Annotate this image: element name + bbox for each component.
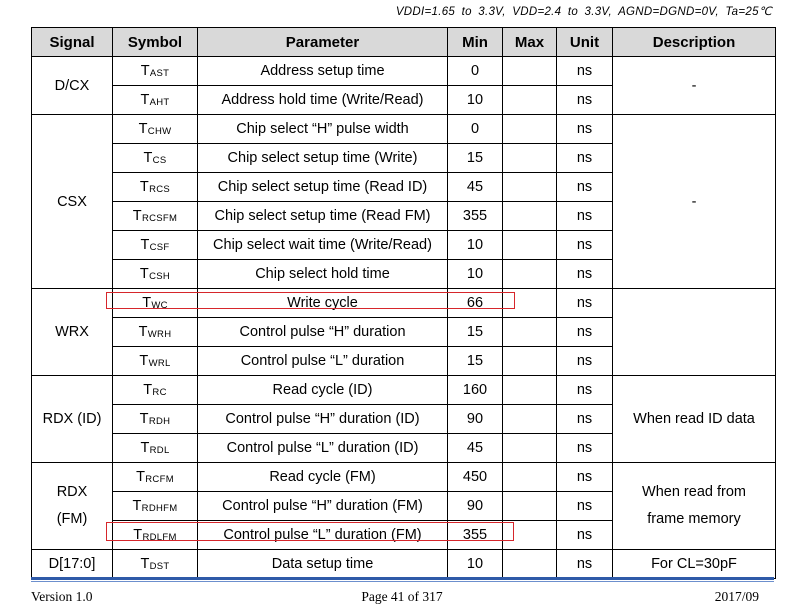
description-cell: - <box>613 115 776 289</box>
min-cell: 0 <box>448 115 503 144</box>
symbol-sub: RCFM <box>145 474 174 485</box>
parameter-cell: Address setup time <box>198 57 448 86</box>
unit-cell: ns <box>557 260 613 289</box>
parameter-cell: Chip select wait time (Write/Read) <box>198 231 448 260</box>
max-cell <box>503 86 557 115</box>
symbol-cell <box>113 463 198 492</box>
max-cell <box>503 231 557 260</box>
symbol-sub: RC <box>152 387 167 398</box>
unit-cell: ns <box>557 115 613 144</box>
table-row <box>32 57 776 86</box>
symbol-main: T <box>140 440 150 456</box>
test-conditions: VDDI=1.65 to 3.3V, VDD=2.4 to 3.3V, AGND=DGND=0V, Ta=25℃ <box>395 6 772 18</box>
table-row <box>32 376 776 405</box>
header-min: Min <box>448 28 503 57</box>
parameter-cell: Chip select setup time (Read ID) <box>198 173 448 202</box>
symbol-sub: RDH <box>148 416 171 427</box>
symbol-cell <box>113 405 198 434</box>
max-cell <box>503 463 557 492</box>
symbol-main: T <box>139 266 150 282</box>
footer-page-number: Page 41 of 317 <box>361 589 443 604</box>
unit-cell: ns <box>557 347 613 376</box>
symbol-main: T <box>132 498 142 514</box>
parameter-cell: Chip select hold time <box>198 260 448 289</box>
symbol-sub: CSF <box>149 242 170 253</box>
max-cell <box>503 376 557 405</box>
unit-cell: ns <box>557 289 613 318</box>
min-cell: 450 <box>448 463 503 492</box>
min-cell: 10 <box>448 550 503 579</box>
signal-cell: WRX <box>32 289 113 376</box>
table-row <box>32 115 776 144</box>
symbol-main: T <box>139 179 150 195</box>
symbol-sub: RDHFM <box>141 503 178 514</box>
table-row <box>32 463 776 492</box>
min-cell: 45 <box>448 173 503 202</box>
symbol-cell <box>113 521 198 550</box>
unit-cell: ns <box>557 202 613 231</box>
footer-rule <box>31 577 774 580</box>
min-cell: 90 <box>448 405 503 434</box>
parameter-cell: Control pulse “H” duration (ID) <box>198 405 448 434</box>
min-cell: 15 <box>448 318 503 347</box>
signal-cell: D[17:0] <box>32 550 113 579</box>
parameter-cell: Read cycle (ID) <box>198 376 448 405</box>
symbol-main: T <box>139 411 149 427</box>
max-cell <box>503 260 557 289</box>
symbol-main: T <box>142 295 152 311</box>
min-cell: 160 <box>448 376 503 405</box>
symbol-cell <box>113 115 198 144</box>
table-row <box>32 289 776 318</box>
parameter-cell: Control pulse “L” duration (FM) <box>198 521 448 550</box>
unit-cell: ns <box>557 57 613 86</box>
parameter-cell: Chip select “H” pulse width <box>198 115 448 144</box>
signal-cell <box>32 463 113 550</box>
max-cell <box>503 521 557 550</box>
symbol-main: T <box>139 353 149 369</box>
symbol-main: T <box>140 237 150 253</box>
symbol-main: T <box>132 208 142 224</box>
symbol-sub: RCS <box>149 184 171 195</box>
symbol-main: T <box>136 469 146 485</box>
description-line2: frame memory <box>647 511 741 527</box>
unit-cell: ns <box>557 173 613 202</box>
table-row <box>32 550 776 579</box>
header-signal: Signal <box>32 28 113 57</box>
symbol-main: T <box>140 556 150 572</box>
unit-cell: ns <box>557 434 613 463</box>
min-cell: 15 <box>448 144 503 173</box>
symbol-cell <box>113 260 198 289</box>
symbol-cell <box>113 347 198 376</box>
unit-cell: ns <box>557 376 613 405</box>
symbol-main: T <box>138 324 148 340</box>
symbol-sub: CHW <box>147 126 172 137</box>
unit-cell: ns <box>557 318 613 347</box>
symbol-sub: WC <box>151 300 168 311</box>
header-max: Max <box>503 28 557 57</box>
header-description: Description <box>613 28 776 57</box>
symbol-sub: AHT <box>149 97 170 108</box>
symbol-cell <box>113 231 198 260</box>
unit-cell: ns <box>557 144 613 173</box>
min-cell: 10 <box>448 260 503 289</box>
max-cell <box>503 115 557 144</box>
header-symbol: Symbol <box>113 28 198 57</box>
parameter-cell: Read cycle (FM) <box>198 463 448 492</box>
parameter-cell: Control pulse “H” duration (FM) <box>198 492 448 521</box>
timing-table <box>31 27 776 579</box>
min-cell: 0 <box>448 57 503 86</box>
symbol-cell <box>113 550 198 579</box>
symbol-main: T <box>140 92 150 108</box>
symbol-cell <box>113 434 198 463</box>
min-cell: 355 <box>448 202 503 231</box>
signal-line2: (FM) <box>56 511 88 527</box>
max-cell <box>503 173 557 202</box>
max-cell <box>503 202 557 231</box>
max-cell <box>503 347 557 376</box>
symbol-main: T <box>138 121 148 137</box>
header-parameter: Parameter <box>198 28 448 57</box>
parameter-cell: Data setup time <box>198 550 448 579</box>
symbol-sub: CSH <box>149 271 171 282</box>
parameter-cell: Address hold time (Write/Read) <box>198 86 448 115</box>
description-cell <box>613 463 776 550</box>
min-cell: 90 <box>448 492 503 521</box>
min-cell: 45 <box>448 434 503 463</box>
signal-cell: RDX (ID) <box>32 376 113 463</box>
unit-cell: ns <box>557 492 613 521</box>
footer-date: 2017/09 <box>714 589 759 604</box>
unit-cell: ns <box>557 405 613 434</box>
symbol-sub: WRL <box>148 358 171 369</box>
description-cell: For CL=30pF <box>613 550 776 579</box>
parameter-cell: Write cycle <box>198 289 448 318</box>
max-cell <box>503 492 557 521</box>
parameter-cell: Chip select setup time (Write) <box>198 144 448 173</box>
min-cell: 10 <box>448 231 503 260</box>
symbol-sub: WRH <box>147 329 172 340</box>
symbol-sub: RDLFM <box>142 532 177 543</box>
footer-version: Version 1.0 <box>31 589 93 604</box>
symbol-cell <box>113 173 198 202</box>
description-cell: When read ID data <box>613 376 776 463</box>
signal-line1: RDX <box>56 484 88 500</box>
parameter-cell: Control pulse “H” duration <box>198 318 448 347</box>
min-cell: 66 <box>448 289 503 318</box>
max-cell <box>503 318 557 347</box>
symbol-sub: AST <box>149 68 170 79</box>
parameter-cell: Control pulse “L” duration (ID) <box>198 434 448 463</box>
unit-cell: ns <box>557 86 613 115</box>
description-line1: When read from <box>642 484 746 500</box>
symbol-sub: CS <box>152 155 167 166</box>
symbol-sub: RDL <box>149 445 170 456</box>
symbol-main: T <box>133 527 143 543</box>
max-cell <box>503 289 557 318</box>
unit-cell: ns <box>557 463 613 492</box>
header-row <box>32 28 776 57</box>
max-cell <box>503 434 557 463</box>
description-cell: - <box>613 57 776 115</box>
header-unit: Unit <box>557 28 613 57</box>
symbol-sub: DST <box>149 561 170 572</box>
symbol-cell <box>113 289 198 318</box>
symbol-main: T <box>140 63 150 79</box>
max-cell <box>503 405 557 434</box>
symbol-sub: RCSFM <box>141 213 178 224</box>
max-cell <box>503 57 557 86</box>
parameter-cell: Chip select setup time (Read FM) <box>198 202 448 231</box>
footer-rule-thin <box>31 581 774 582</box>
symbol-cell <box>113 86 198 115</box>
max-cell <box>503 550 557 579</box>
unit-cell: ns <box>557 231 613 260</box>
symbol-cell <box>113 318 198 347</box>
unit-cell: ns <box>557 550 613 579</box>
min-cell: 355 <box>448 521 503 550</box>
unit-cell: ns <box>557 521 613 550</box>
symbol-cell <box>113 492 198 521</box>
parameter-cell: Control pulse “L” duration <box>198 347 448 376</box>
symbol-main: T <box>143 382 153 398</box>
min-cell: 10 <box>448 86 503 115</box>
max-cell <box>503 144 557 173</box>
symbol-cell <box>113 202 198 231</box>
symbol-cell <box>113 57 198 86</box>
symbol-cell <box>113 376 198 405</box>
description-cell <box>613 289 776 376</box>
min-cell: 15 <box>448 347 503 376</box>
signal-cell: CSX <box>32 115 113 289</box>
signal-cell: D/CX <box>32 57 113 115</box>
symbol-cell <box>113 144 198 173</box>
symbol-main: T <box>143 150 153 166</box>
